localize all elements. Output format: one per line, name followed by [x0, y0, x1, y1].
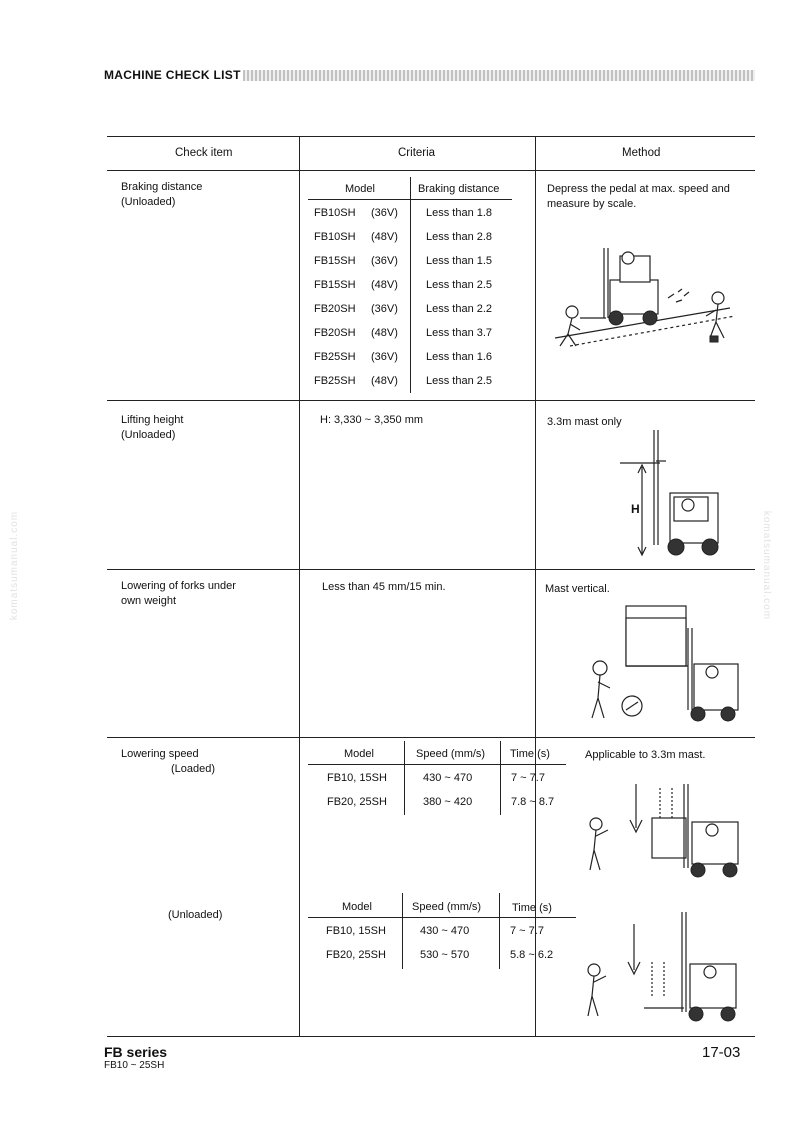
loaded-header-time: Time (s) — [510, 748, 550, 760]
unloaded-subtable-rule — [308, 917, 576, 918]
loaded-row-time: 7.8 ~ 8.7 — [511, 796, 555, 808]
header-texture-bar — [243, 70, 755, 81]
braking-row-value: Less than 2.2 — [426, 303, 493, 315]
braking-row-model: FB25SH — [314, 351, 356, 363]
column-header-method: Method — [622, 147, 661, 159]
row-divider-3 — [107, 737, 755, 738]
lifting-item: Lifting height — [121, 414, 184, 426]
unloaded-row-speed: 430 ~ 470 — [420, 925, 470, 937]
table-header-rule — [107, 170, 755, 171]
loaded-row-time: 7 ~ 7.7 — [511, 772, 545, 784]
loaded-subtable-rule — [308, 764, 566, 765]
braking-row-model: FB25SH — [314, 375, 356, 387]
braking-row-model: FB15SH — [314, 255, 356, 267]
loaded-divider-2 — [500, 741, 501, 815]
braking-test-illustration — [550, 238, 740, 360]
braking-row-volt: (36V) — [371, 351, 398, 363]
braking-method-line1: Depress the pedal at max. speed and — [547, 183, 730, 195]
forks-item-line1: Lowering of forks under — [121, 580, 236, 592]
braking-subtable-divider — [410, 177, 411, 393]
unloaded-header-speed: Speed (mm/s) — [412, 901, 482, 913]
watermark-left: komatsumanual.com — [9, 510, 21, 621]
lowering-speed-unloaded: (Unloaded) — [168, 909, 223, 921]
loaded-row-model: FB20, 25SH — [327, 796, 387, 808]
forks-criteria: Less than 45 mm/15 min. — [322, 581, 446, 593]
column-header-criteria: Criteria — [398, 147, 436, 159]
braking-row-value: Less than 1.8 — [426, 207, 493, 219]
lifting-method: 3.3m mast only — [547, 416, 622, 428]
footer-models: FB10 ~ 25SH — [104, 1060, 165, 1071]
forks-item-line2: own weight — [121, 595, 177, 607]
unloaded-row-model: FB20, 25SH — [326, 949, 386, 961]
loaded-header-model: Model — [344, 748, 374, 760]
braking-row-volt: (48V) — [371, 279, 398, 291]
loaded-header-speed: Speed (mm/s) — [416, 748, 486, 760]
loaded-row-speed: 380 ~ 420 — [423, 796, 473, 808]
unloaded-row-speed: 530 ~ 570 — [420, 949, 470, 961]
lifting-criteria: H: 3,330 ~ 3,350 mm — [320, 414, 424, 426]
row-divider-1 — [107, 400, 755, 401]
loaded-row-model: FB10, 15SH — [327, 772, 387, 784]
page-title: MACHINE CHECK LIST — [104, 68, 241, 82]
braking-row-volt: (36V) — [371, 255, 398, 267]
braking-row-model: FB20SH — [314, 327, 356, 339]
forks-method: Mast vertical. — [545, 583, 610, 595]
watermark-right: komatsumanual.com — [761, 510, 773, 621]
column-header-check-item: Check item — [175, 147, 233, 159]
lifting-figure-label: H — [631, 502, 640, 516]
braking-row-value: Less than 1.5 — [426, 255, 493, 267]
braking-row-model: FB15SH — [314, 279, 356, 291]
unloaded-row-model: FB10, 15SH — [326, 925, 386, 937]
braking-header-model: Model — [345, 183, 375, 195]
braking-row-volt: (48V) — [371, 327, 398, 339]
table-bottom-rule — [107, 1036, 755, 1037]
lowering-speed-item: Lowering speed — [121, 748, 199, 760]
row-divider-2 — [107, 569, 755, 570]
lowering-speed-method: Applicable to 3.3m mast. — [585, 749, 706, 761]
lifting-height-illustration — [600, 425, 740, 565]
forks-drift-illustration — [578, 598, 743, 728]
unloaded-lowering-illustration — [578, 912, 743, 1027]
braking-row-value: Less than 1.6 — [426, 351, 493, 363]
table-top-rule — [107, 136, 755, 137]
unloaded-row-time: 5.8 ~ 6.2 — [510, 949, 554, 961]
braking-row-volt: (36V) — [371, 207, 398, 219]
page-number: 17-03 — [702, 1044, 741, 1061]
braking-item: Braking distance — [121, 181, 203, 193]
braking-row-model: FB10SH — [314, 231, 356, 243]
loaded-row-speed: 430 ~ 470 — [423, 772, 473, 784]
braking-row-volt: (48V) — [371, 375, 398, 387]
braking-row-value: Less than 3.7 — [426, 327, 493, 339]
braking-row-volt: (48V) — [371, 231, 398, 243]
braking-row-model: FB20SH — [314, 303, 356, 315]
braking-row-value: Less than 2.5 — [426, 279, 493, 291]
braking-condition: (Unloaded) — [121, 196, 176, 208]
unloaded-divider-2 — [499, 893, 500, 969]
braking-row-model: FB10SH — [314, 207, 356, 219]
braking-row-value: Less than 2.8 — [426, 231, 493, 243]
lifting-condition: (Unloaded) — [121, 429, 176, 441]
braking-method-line2: measure by scale. — [547, 198, 637, 210]
unloaded-header-model: Model — [342, 901, 372, 913]
loaded-divider-1 — [404, 741, 405, 815]
column-divider-1 — [299, 136, 300, 1036]
footer-series: FB series — [104, 1044, 168, 1060]
unloaded-row-time: 7 ~ 7.7 — [510, 925, 544, 937]
braking-header-distance: Braking distance — [418, 183, 500, 195]
braking-row-value: Less than 2.5 — [426, 375, 493, 387]
braking-row-volt: (36V) — [371, 303, 398, 315]
loaded-lowering-illustration — [580, 778, 745, 883]
lowering-speed-loaded: (Loaded) — [171, 763, 216, 775]
unloaded-header-time: Time (s) — [512, 902, 552, 914]
unloaded-divider-1 — [402, 893, 403, 969]
